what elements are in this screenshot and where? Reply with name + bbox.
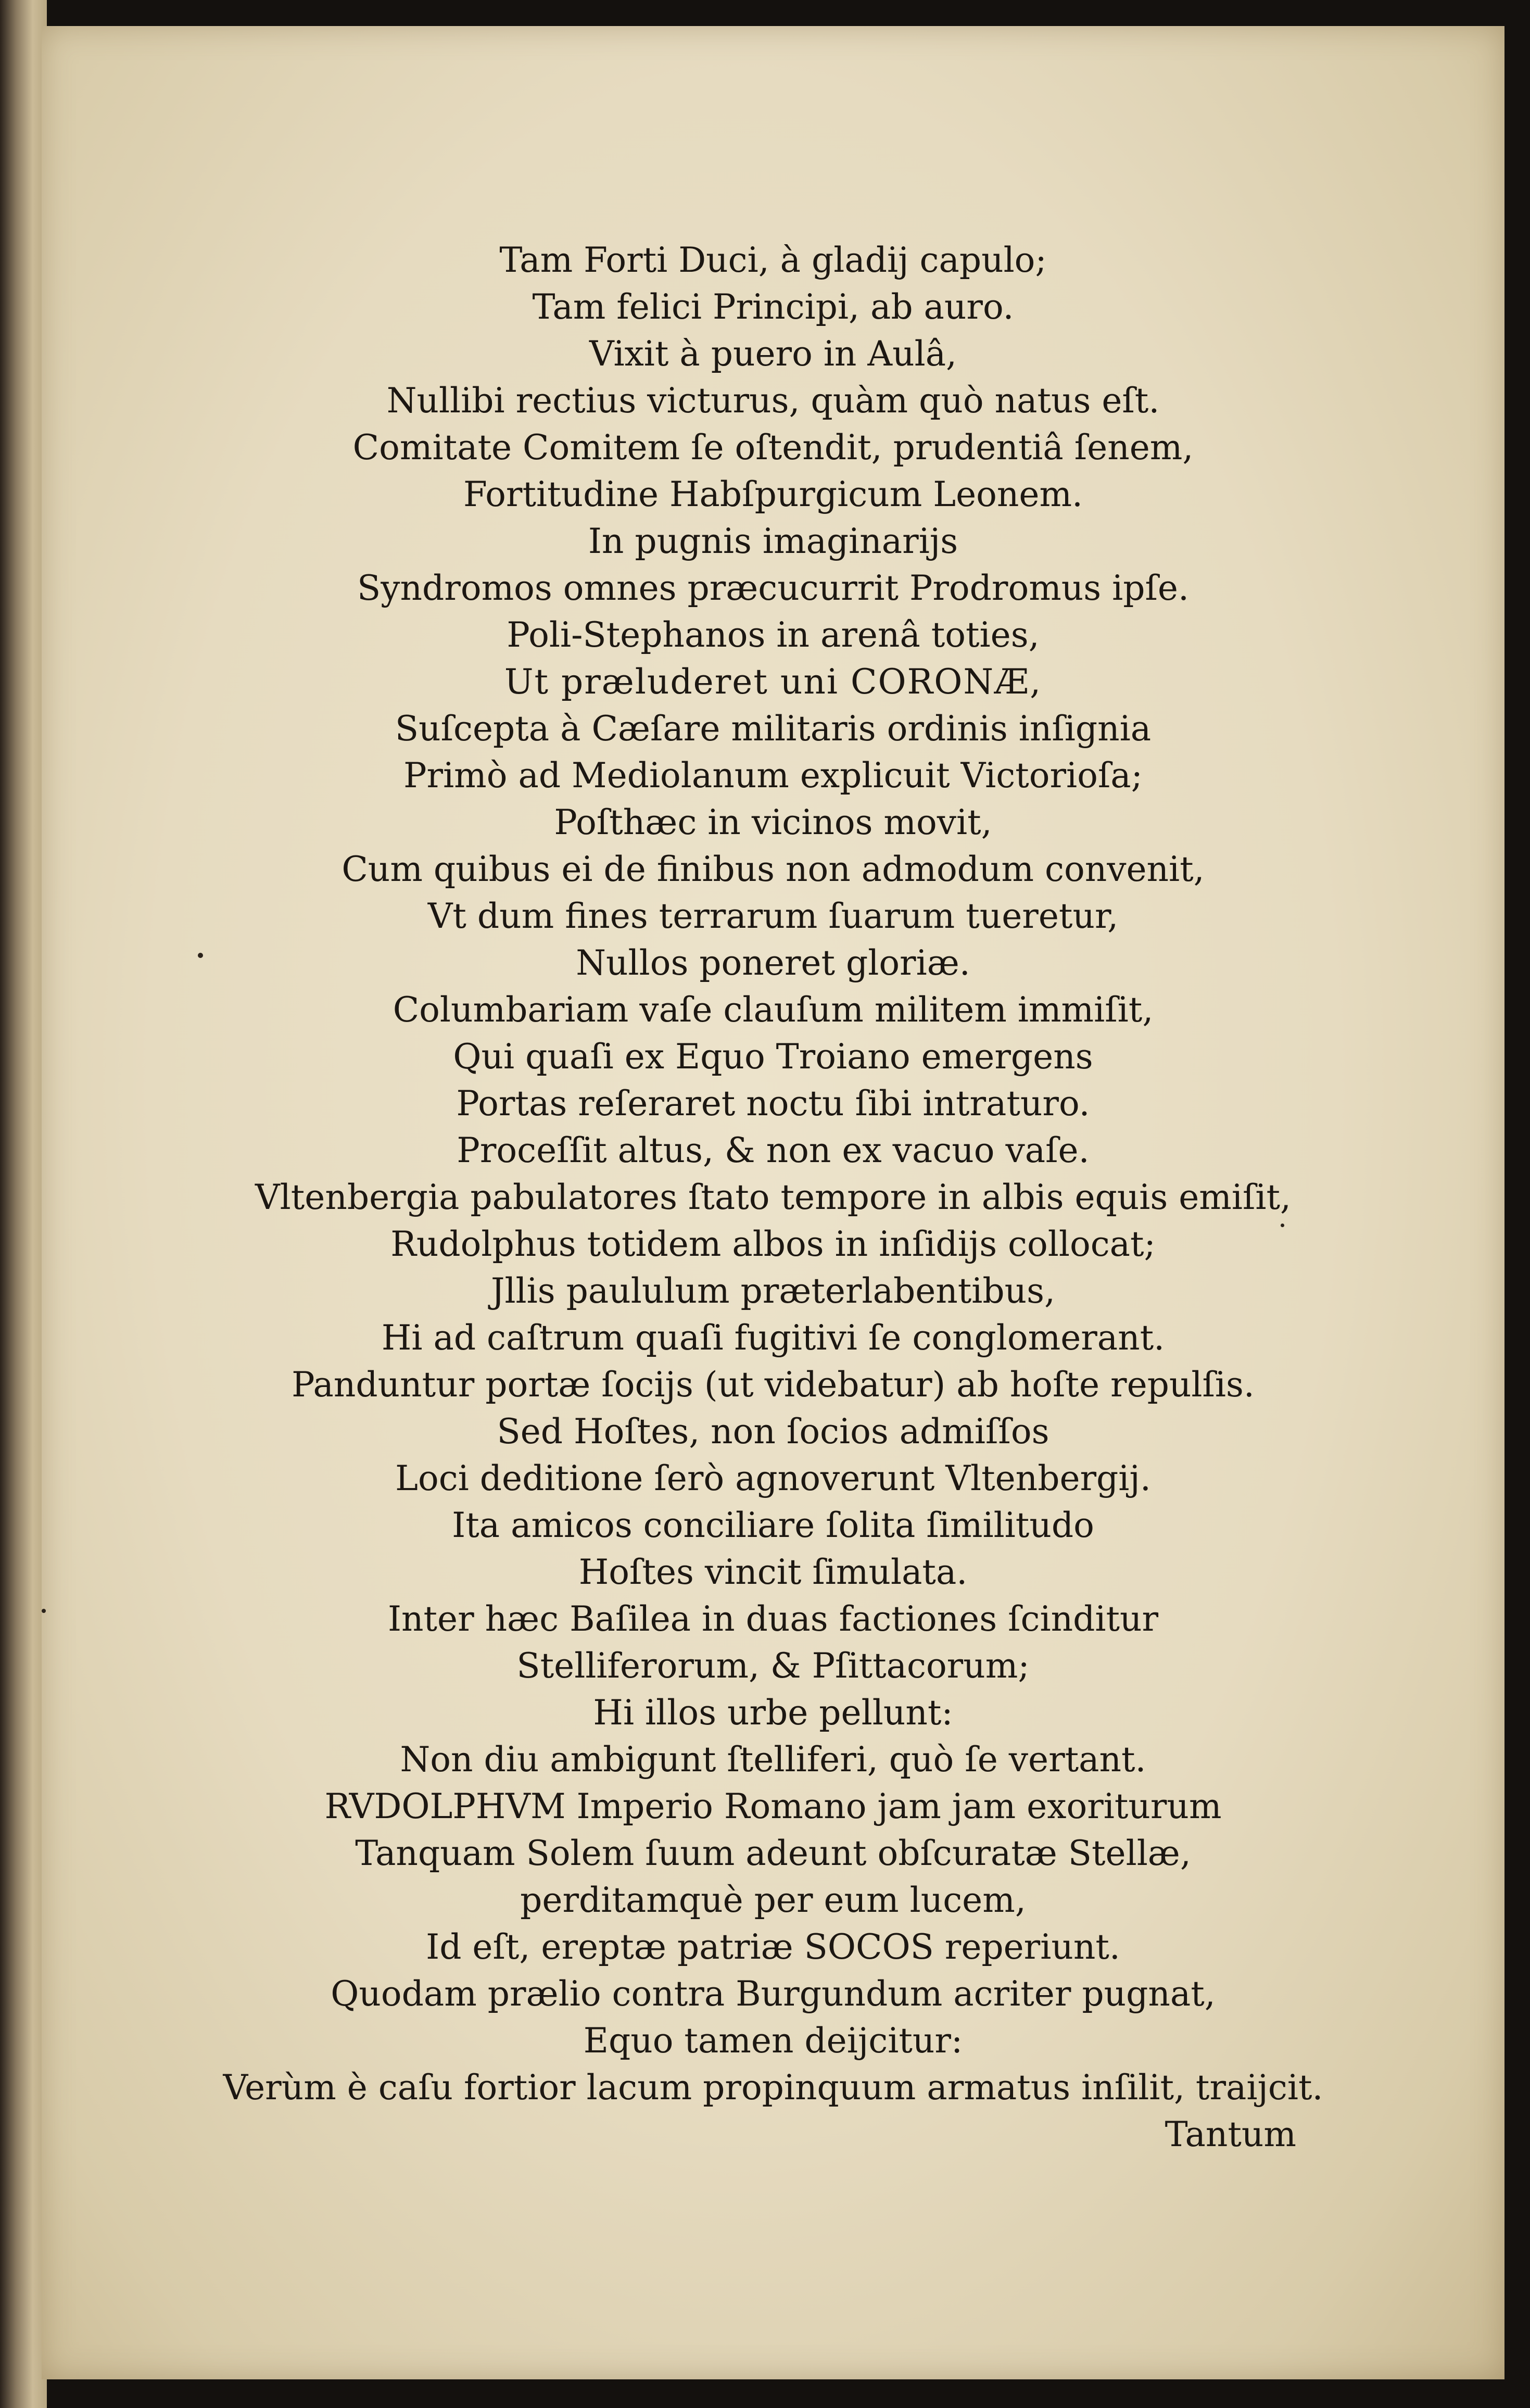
catchword: Tantum xyxy=(1165,2114,1296,2154)
text-line: Equo tamen deijcitur: xyxy=(583,2021,963,2061)
text-line: In pugnis imaginarijs xyxy=(588,521,958,561)
poem-text xyxy=(42,26,1504,2379)
text-line: Fortitudine Habſpurgicum Leonem. xyxy=(463,474,1083,514)
text-line: Columbariam vaſe clauſum militem immiſit, xyxy=(393,990,1154,1030)
text-line: Primò ad Mediolanum explicuit Victorioſa; xyxy=(403,755,1143,796)
ink-speck xyxy=(198,953,203,958)
facing-page-edge xyxy=(0,0,47,2408)
text-line: Non diu ambigunt ſtelliferi, quò ſe vertant. xyxy=(400,1739,1146,1780)
text-line: Jllis paululum præterlabentibus, xyxy=(490,1271,1055,1311)
text-line: Portas reſeraret noctu ſibi intraturo. xyxy=(456,1083,1090,1124)
text-line: Hi illos urbe pellunt: xyxy=(593,1693,953,1733)
text-line: Suſcepta à Cæſare militaris ordinis inſignia xyxy=(395,709,1152,749)
text-line: Hi ad caſtrum quaſi fugitivi ſe conglomerant. xyxy=(381,1318,1165,1358)
text-line: Proceſſit altus, & non ex vacuo vaſe. xyxy=(457,1130,1090,1170)
text-line: Tanquam Solem ſuum adeunt obſcuratæ Stellæ, xyxy=(355,1833,1191,1873)
text-line: perditamquè per eum lucem, xyxy=(520,1880,1026,1920)
text-line: Nullibi rectius victurus, quàm quò natus eſt. xyxy=(386,381,1160,421)
text-line: Poſthæc in vicinos movit, xyxy=(554,802,992,842)
book-page xyxy=(42,26,1504,2379)
text-line: Inter hæc Baſilea in duas factiones ſcinditur xyxy=(387,1599,1159,1639)
text-line: Vt dum fines terrarum ſuarum tueretur, xyxy=(427,896,1119,936)
text-line: Ita amicos conciliare ſolita ſimilitudo xyxy=(452,1505,1094,1545)
text-line: Tam Forti Duci, à gladij capulo; xyxy=(499,240,1047,280)
ink-speck xyxy=(1281,1224,1284,1227)
text-line: Verùm è caſu fortior lacum propinquum armatus inſilit, traijcit. xyxy=(223,2067,1323,2108)
text-line: Quodam prælio contra Burgundum acriter pugnat, xyxy=(331,1974,1216,2014)
text-line: Qui quaſi ex Equo Troiano emergens xyxy=(453,1037,1093,1077)
text-line: Comitate Comitem ſe oſtendit, prudentiâ ſenem, xyxy=(352,427,1194,468)
text-line: Poli-Stephanos in arenâ toties, xyxy=(507,615,1040,655)
text-line: Panduntur portæ ſocijs (ut videbatur) ab hoſte repulſis. xyxy=(292,1365,1255,1405)
text-line: Cum quibus ei de finibus non admodum convenit, xyxy=(342,849,1205,889)
text-line: Vltenbergia pabulatores ſtato tempore in albis equis emiſit, xyxy=(255,1177,1292,1217)
text-line: Stelliferorum, & Pſittacorum; xyxy=(516,1646,1030,1686)
text-line: Vixit à puero in Aulâ, xyxy=(589,334,957,374)
text-line: Hoſtes vincit ſimulata. xyxy=(578,1552,968,1592)
text-line: Ut præluderet uni CORONÆ, xyxy=(504,662,1042,702)
text-line: Rudolphus totidem albos in inſidijs collocat; xyxy=(390,1224,1156,1264)
text-line: Loci deditione ſerò agnoverunt Vltenbergij. xyxy=(395,1458,1151,1498)
text-line: Nullos poneret gloriæ. xyxy=(576,943,970,983)
text-line: Sed Hoſtes, non ſocios admiſſos xyxy=(497,1411,1049,1452)
text-line: Syndromos omnes præcucurrit Prodromus ipſe. xyxy=(357,568,1189,608)
text-line: RVDOLPHVM Imperio Romano jam jam exoriturum xyxy=(324,1786,1222,1826)
text-line: Id eſt, ereptæ patriæ SOCOS reperiunt. xyxy=(426,1927,1120,1967)
ink-speck xyxy=(42,1609,46,1613)
text-line: Tam felici Principi, ab auro. xyxy=(532,287,1014,327)
